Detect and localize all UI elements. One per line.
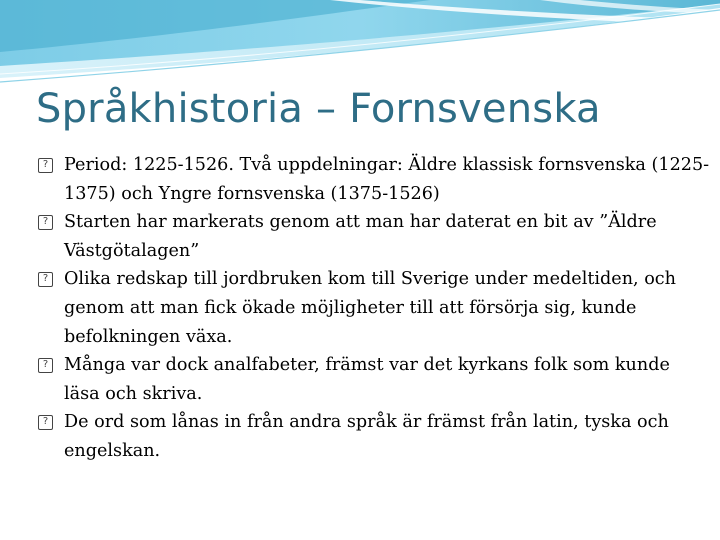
bullet-item [38, 351, 710, 408]
bullet-list [38, 151, 710, 466]
bullet-text: De ord som lånas in från andra språk är främst från latin, tyska och engelskan. [64, 412, 669, 461]
header-wave-decoration [0, 0, 720, 90]
missing-glyph-icon: ? [38, 358, 53, 373]
bullet-text: Starten har markerats genom att man har daterat en bit av ”Äldre Västgötalagen” [64, 212, 657, 261]
bullet-item [38, 151, 710, 208]
slide-title: Språkhistoria – Fornsvenska [36, 86, 601, 132]
missing-glyph-icon: ? [38, 158, 53, 173]
bullet-text: Period: 1225-1526. Två uppdelningar: Äldre klassisk fornsvenska (1225-1375) och Yngre fornsvenska (1375-1526) [64, 155, 710, 204]
bullet-item [38, 208, 710, 265]
bullet-item [38, 408, 710, 465]
bullet-text: Olika redskap till jordbruken kom till Sverige under medeltiden, och genom att man fick ökade möjligheter till att försörja sig, kunde befolkningen växa. [64, 269, 676, 347]
bullet-text: Många var dock analfabeter, främst var det kyrkans folk som kunde läsa och skriva. [64, 355, 670, 404]
bullet-item [38, 265, 710, 351]
missing-glyph-icon: ? [38, 415, 53, 430]
missing-glyph-icon: ? [38, 215, 53, 230]
missing-glyph-icon: ? [38, 272, 53, 287]
